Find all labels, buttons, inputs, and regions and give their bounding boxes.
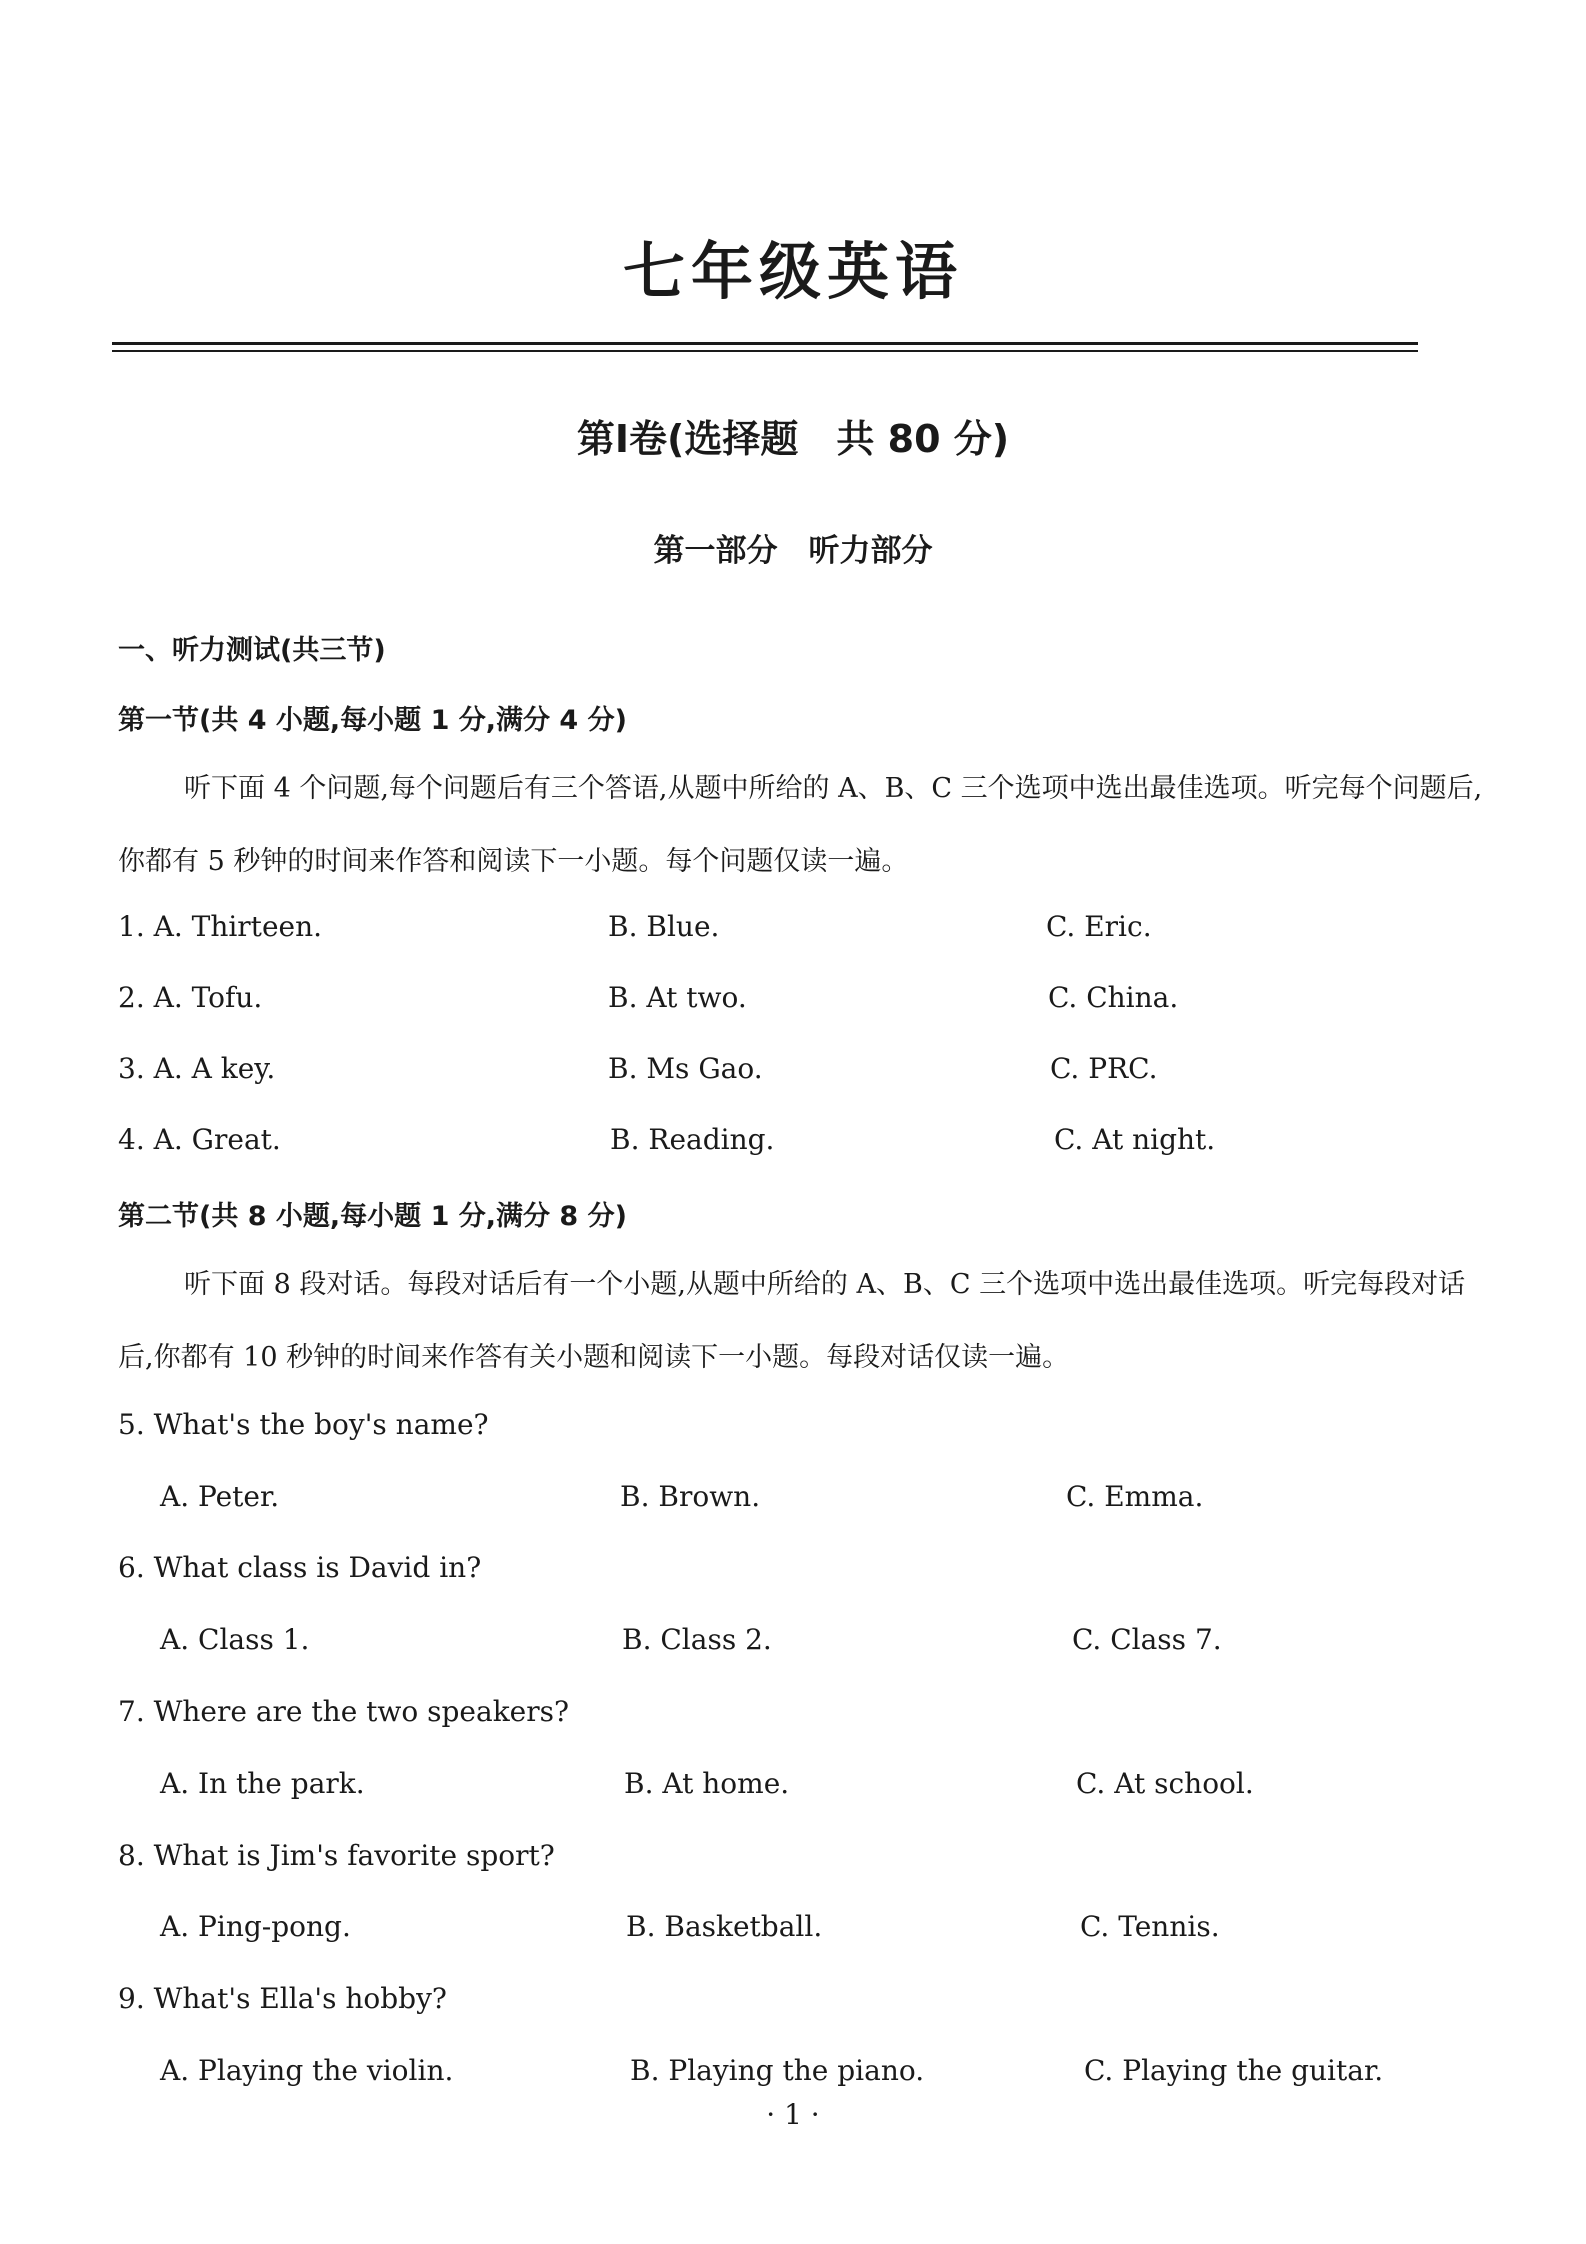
volume-title: 第Ⅰ卷(选择题 共 80 分) [576, 417, 1010, 461]
option-b: B. Playing the piano. [630, 2054, 925, 2087]
question-5: 5. What's the boy's name? [118, 1408, 489, 1441]
part-title: 第一部分 听力部分 [653, 533, 933, 569]
option-b: B. At home. [624, 1767, 790, 1800]
option-a: A. Class 1. [160, 1623, 310, 1656]
question-6-options [0, 1623, 1586, 1663]
option-b: B. Basketball. [626, 1910, 823, 1943]
question-8-options [0, 1910, 1586, 1950]
option-b: B. Reading. [610, 1123, 775, 1156]
section1-heading: 第一节(共 4 小题,每小题 1 分,满分 4 分) [118, 705, 627, 736]
section-heading: 一、听力测试(共三节) [118, 635, 386, 666]
question-row-2 [0, 981, 1586, 1021]
option-c: C. Tennis. [1080, 1910, 1220, 1943]
option-b: B. Brown. [620, 1480, 761, 1513]
section2-heading: 第二节(共 8 小题,每小题 1 分,满分 8 分) [118, 1201, 627, 1232]
option-c: C. PRC. [1050, 1052, 1158, 1085]
question-7: 7. Where are the two speakers? [118, 1695, 569, 1728]
exam-title: 七年级英语 [622, 235, 963, 308]
option-c: C. Playing the guitar. [1084, 2054, 1384, 2087]
option-a: A. Peter. [160, 1480, 280, 1513]
option-a: 2. A. Tofu. [118, 981, 263, 1014]
option-c: C. At night. [1054, 1123, 1216, 1156]
option-b: B. Blue. [608, 910, 720, 943]
option-c: C. Eric. [1046, 910, 1152, 943]
question-8: 8. What is Jim's favorite sport? [118, 1839, 555, 1872]
option-c: C. At school. [1076, 1767, 1254, 1800]
option-a: 3. A. A key. [118, 1052, 276, 1085]
option-c: C. Class 7. [1072, 1623, 1222, 1656]
page-number: · 1 · [766, 2098, 820, 2131]
title-rule-thin [112, 350, 1418, 352]
question-9-options [0, 2054, 1586, 2094]
option-c: C. China. [1048, 981, 1179, 1014]
question-6: 6. What class is David in? [118, 1551, 482, 1584]
option-a: A. Playing the violin. [160, 2054, 454, 2087]
option-a: 4. A. Great. [118, 1123, 281, 1156]
question-9: 9. What's Ella's hobby? [118, 1982, 447, 2015]
option-c: C. Emma. [1066, 1480, 1204, 1513]
option-a: A. In the park. [160, 1767, 365, 1800]
question-5-options [0, 1480, 1586, 1520]
option-b: B. Ms Gao. [608, 1052, 763, 1085]
question-row-3 [0, 1052, 1586, 1092]
section2-instructions: 听下面 8 段对话。每段对话后有一个小题,从题中所给的 A、B、C 三个选项中选出最佳选项。听完每段对话后,你都有 10 秒钟的时间来作答有关小题和阅读下一小题。每段对话仅读一遍。 [118, 1269, 1466, 1373]
section1-instructions: 听下面 4 个问题,每个问题后有三个答语,从题中所给的 A、B、C 三个选项中选出最佳选项。听完每个问题后,你都有 5 秒钟的时间来作答和阅读下一小题。每个问题仅读一遍。 [118, 773, 1483, 877]
question-row-1 [0, 910, 1586, 950]
option-b: B. Class 2. [622, 1623, 772, 1656]
question-7-options [0, 1767, 1586, 1807]
option-a: 1. A. Thirteen. [118, 910, 323, 943]
title-rule-thick [112, 342, 1418, 345]
option-a: A. Ping-pong. [160, 1910, 351, 1943]
question-row-4 [0, 1123, 1586, 1163]
option-b: B. At two. [608, 981, 747, 1014]
